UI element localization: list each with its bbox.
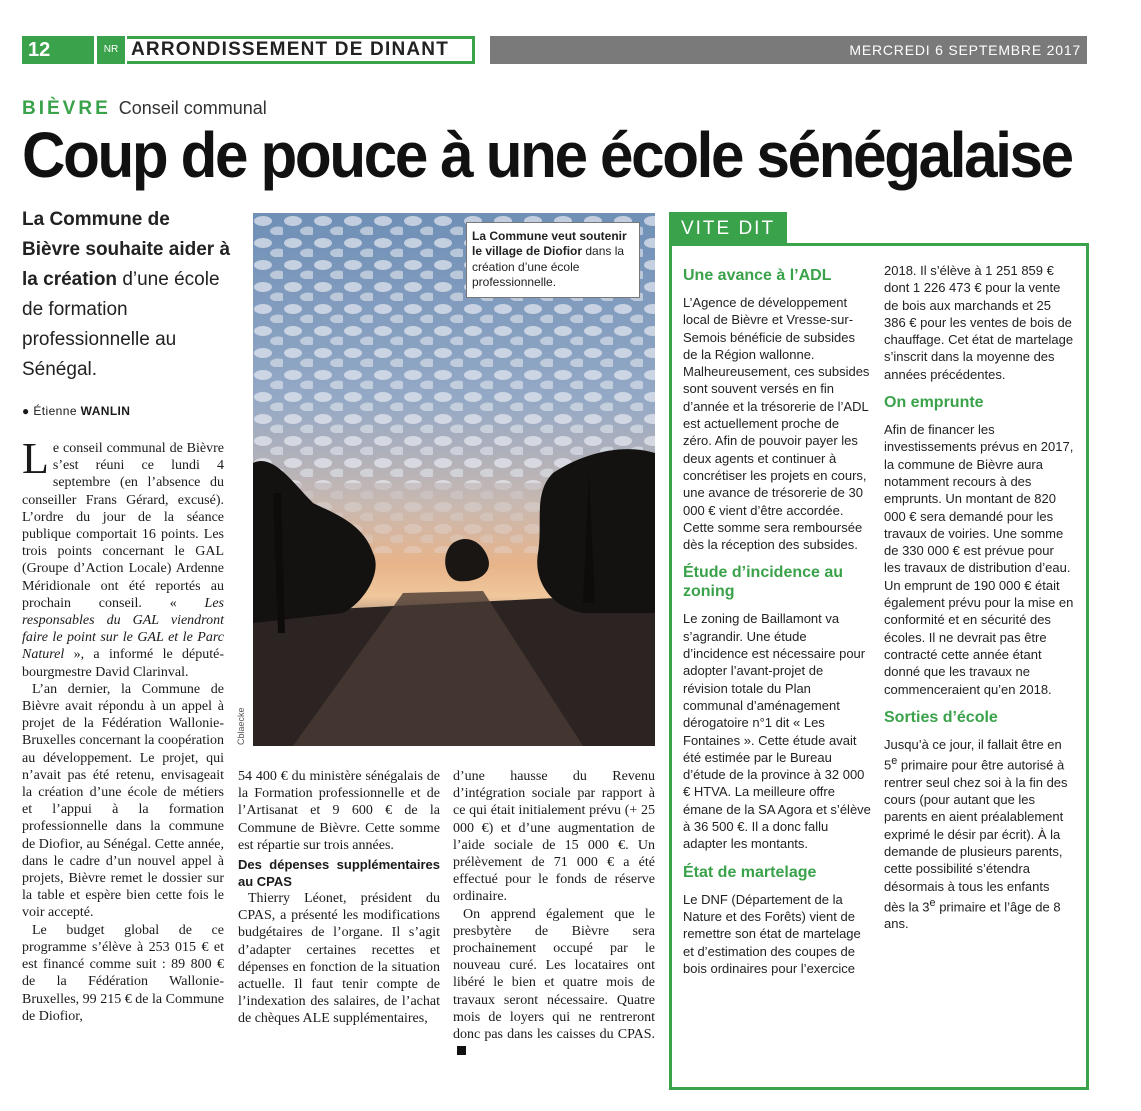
brief-text: Le DNF (Département de la Nature et des Forêts) vient de remettre son état de martelage et d’estimation des coupes de bois ordinaires pour l’exercice [683,891,861,976]
caption-bold: La Commune veut soutenir le village de Diofior [472,229,627,259]
brief-text: L’Agence de développement local de Bièvre et Vresse-sur-Semois bénéficie de subsides de la Région wallonne. Malheureusement, ces subsides sont souvent versés en fin d’année et la trésorerie de l’ADL est actuellement proche de zéro. Afin de pouvoir payer les deux agents et continuer à concrétiser les projets en cours, une avance de trésorerie de 30 000 € vient d’être accordée. Cette somme sera remboursée dès la réception des subsides. [683,295,870,553]
brief-text: Le zoning de Baillamont va s’agrandir. Une étude d’incidence est nécessaire pour adopter l’avant-projet de révision totale du Plan communal d’aménagement dérogatoire n°1 dit « Les Fontaines ». Cette étude avait été estimée par le Bureau d’étude de la province à 32 000 € HTVA. La meilleure offre émane de la SA Agora et s’élève à 36 500 €. Il a donc fallu adapter les montants. [683,611,871,852]
photo-caption [466,222,640,298]
paragraph: 54 400 € du ministère sénégalais de la Formation professionnelle et de l’Artisanat et 9 600 € de la Commune de Bièvre. Cette somme est répartie sur trois années. [238,769,440,853]
photo-credit: Cblaecke [236,707,246,745]
paragraph [22,434,224,681]
drop-cap: L [22,434,49,483]
article-lead [22,205,232,385]
byline-prefix: Étienne [33,404,81,418]
brief-text-part: primaire et l’âge de 8 ans. [884,899,1061,932]
paragraph-text: e conseil communal de Bièvre s’est réuni ce lundi 4 septembre (en l’absence du conseiller Frans Gérard, excusé). L’ordre du jour de la séance publique comportait 16 points. Les trois points concernant le GAL (Groupe d’Action Locale) Ardenne Méridionale ont été reportés au prochain conseil. « [22,441,224,611]
superscript: e [891,755,898,768]
section-title: ARRONDISSEMENT DE DINANT [127,36,475,64]
nr-logo: NR [97,36,125,64]
brief-text-part: Jusqu’à ce jour, il fallait être en 5 [884,736,1062,773]
lead-rest: d’une école de formation professionnelle au Sénégal. [22,269,220,380]
rubrique-label: BIÈVRE [22,98,111,119]
byline-name: WANLIN [80,404,131,418]
sous-rubrique-label: Conseil communal [118,98,267,118]
brief-text: 2018. Il s’élève à 1 251 859 € dont 1 226 473 € pour la vente de bois aux marchands et 25 386 € pour les ventes de bois de chauffage. Cet état de martelage s’inscrit dans la moyenne des années précédentes. [884,263,1074,382]
page-number: 12 [22,36,94,64]
byline: ● Étienne WANLIN [22,404,131,418]
paragraph: L’an dernier, la Commune de Bièvre avait répondu à un appel à projet de la Fédération Wallonie-Bruxelles concernant la coopération au développement. Le projet, qui n’avait pas été retenu, envisageait la création d’une école de métiers et l’appui à la formation professionnelle dans la commune de Diofior, au Sénégal. Cette année, dans le cadre d’un nouvel appel à projets, Bièvre remet le dossier sur la table et espère bien cette fois le voir accepté. [22,681,224,921]
paragraph: Le budget global de ce programme s’élève à 253 015 € et est financé comme suit : 89 800 € de la Fédération Wallonie-Bruxelles, 99 215 € de la Commune de Diofior, [22,922,224,1024]
paragraph-text: On apprend également que le presbytère de Bièvre sera prochainement occupé par le nouveau curé. Les locataires ont libéré le bien et quatre mois de travaux seront nécessaire. Quatre mois de loyers qui ne rentreront donc pas dans les caisses du CPAS. [453,906,655,1043]
article-headline: Coup de pouce à une école sénégalaise [22,119,1072,191]
article-kicker [22,98,267,120]
article-column-3 [453,768,655,1060]
caption-rest: dans la création d’une école professionnelle. [472,244,625,290]
article-column-1 [22,434,224,1025]
paragraph: d’une hausse du Revenu d’intégration sociale par rapport à ce qui était initialement prévu (+ 25 000 €) et d’une augmentation de l’aide sociale de 15 000 €. Un prélèvement de 71 000 € a été effectué pour le fonds de réserve ordinaire. [453,769,655,905]
article-subhead: Des dépenses supplémentaires au CPAS [238,857,440,890]
vite-dit-column-2 [884,262,1074,943]
brief-title: Une avance à l’ADL [683,267,832,284]
quote-text: Les responsables du GAL viendront faire le point sur le GAL et le Parc Naturel [22,595,224,663]
paragraph: Thierry Léonet, président du CPAS, a présenté les modifications budgétaires de l’organe. Il s’agit d’adapter certaines recettes et dépenses en fonction de la situation actuelle. Il faut tenir compte de l’indexation des salaires, de l’achat de chèques ALE supplémentaires, [238,891,440,1027]
brief-title: Sorties d’école [884,708,998,726]
brief-title: On emprunte [884,394,984,412]
paragraph [453,906,655,1061]
lead-bold: La Commune de Bièvre souhaite aider à la création [22,209,231,290]
vite-dit-tab: VITE DIT [669,212,787,245]
brief-text-part: primaire pour être autorisé à rentrer seul chez soi à la fin des cours (pour autant que les parents en aient préalablement exprimé le désir par écrit). À la demande de plusieurs parents, cette possibilité s’étendra désormais à tous les enfants dès la 3 [884,757,1068,915]
brief-text [884,736,1074,933]
vite-dit-column-1 [683,262,871,987]
brief-text: Afin de financer les investissements prévus en 2017, la commune de Bièvre aura notamment recours à des emprunts. Un montant de 820 000 € sera demandé pour les travaux de voiries. Une somme de 330 000 € est prévue pour les travaux de distribution d’eau. Un emprunt de 190 000 € était également prévu pour la mise en conformité et en sécurité des écoles. Il ne devrait pas être contracté cette année étant donné que les travaux ne commenceraient qu’en 2018. [884,422,1074,697]
brief-title: État de martelage [683,863,817,881]
issue-date: MERCREDI 6 SEPTEMBRE 2017 [490,36,1087,64]
paragraph-text: », a informé le député-bourgmestre David Clarinval. [22,647,224,680]
end-mark-icon [457,1046,466,1055]
brief-title: Étude d’incidence au zoning [683,564,844,601]
article-column-2 [238,768,440,1028]
superscript: e [929,896,936,909]
